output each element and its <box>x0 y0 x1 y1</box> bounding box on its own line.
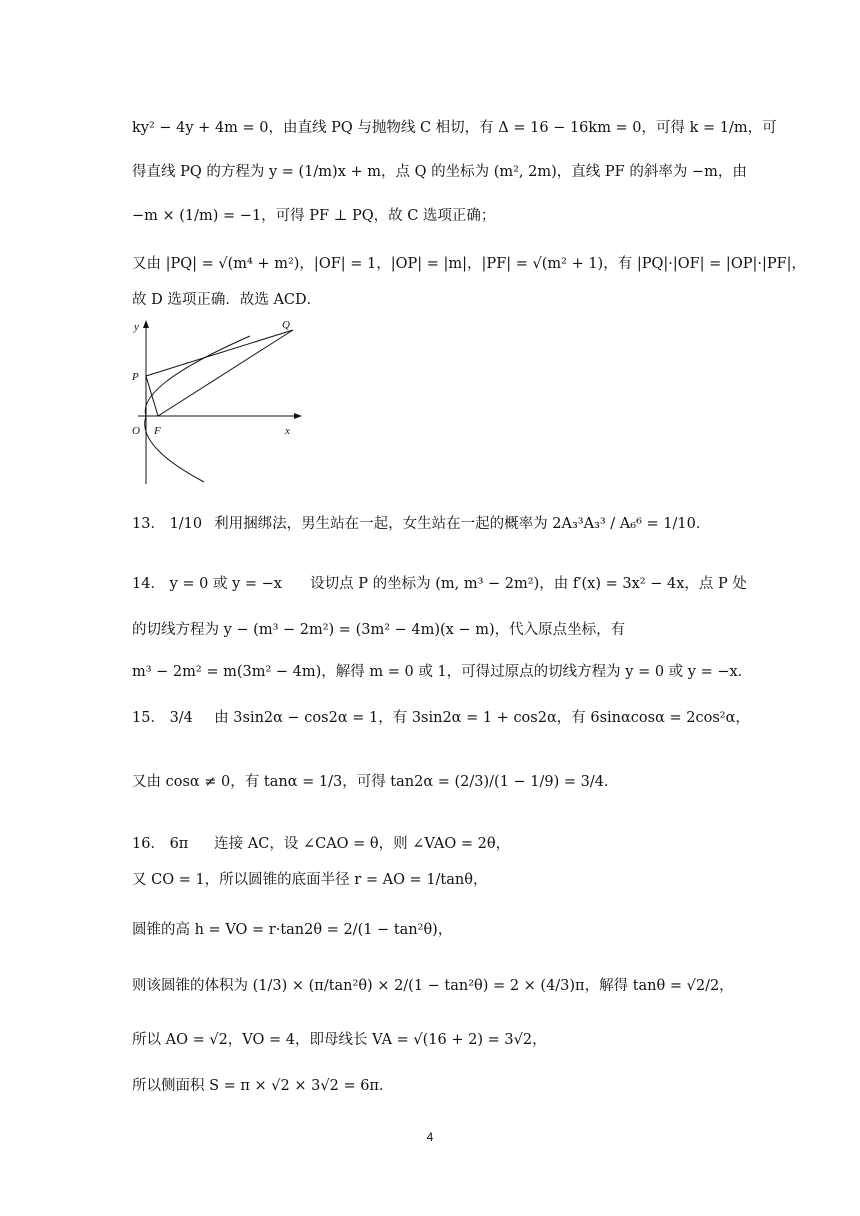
q15-line-1 <box>132 708 750 728</box>
q16-number: 16． <box>132 836 165 852</box>
p12-line-5 <box>132 290 321 310</box>
q14-text-1: 设切点 P 的坐标为 (m, m³ − 2m²)，由 f′(x) = 3x² − 4x，点 P 处 <box>310 576 747 592</box>
y-axis-arrow <box>143 320 149 328</box>
q14-text-3: m³ − 2m² = m(3m² − 4m)，解得 m = 0 或 1，可得过原点的切线方程为 y = 0 或 y = −x． <box>132 664 753 680</box>
q13-number: 13． <box>132 516 165 532</box>
label-p: P <box>132 371 139 383</box>
q16-text-1: 连接 AC，设 ∠CAO = θ，则 ∠VAO = 2θ， <box>214 836 511 852</box>
q15-answer: 3/4 <box>169 710 193 726</box>
q16-line-2 <box>132 870 487 890</box>
q14-text-2: 的切线方程为 y − (m³ − 2m²) = (3m² − 4m)(x − m)，代入原点坐标，有 <box>132 622 626 638</box>
q14-answer: y = 0 或 y = −x <box>169 576 282 592</box>
q16-line-1 <box>132 834 510 854</box>
q16-text-4: 则该圆锥的体积为 (1/3) × (π/tan²θ) × 2/(1 − tan²θ) = 2 × (4/3)π，解得 tanθ = √2/2， <box>132 978 734 994</box>
label-q: Q <box>282 319 290 331</box>
q13 <box>132 514 710 534</box>
label-o: O <box>132 425 140 437</box>
q16-text-6: 所以侧面积 S = π × √2 × 3√2 = 6π． <box>132 1078 394 1094</box>
q16-line-3 <box>132 920 452 940</box>
q13-answer: 1/10 <box>169 516 203 532</box>
p12-line-3 <box>132 206 495 226</box>
line-PF <box>146 376 158 416</box>
text: −m × (1/m) = −1，可得 PF ⊥ PQ，故 C 选项正确； <box>132 208 496 224</box>
q14-line-3 <box>132 662 752 682</box>
q16-line-5 <box>132 1030 547 1050</box>
q16-line-4 <box>132 976 734 996</box>
page-number: 4 <box>426 1130 434 1144</box>
line-PQ <box>146 330 293 376</box>
parabola-curve <box>145 336 250 482</box>
q13-text: 利用捆绑法，男生站在一起，女生站在一起的概率为 2A₃³A₃³ / A₆⁶ = 1/10． <box>214 516 711 532</box>
text: 得直线 PQ 的方程为 y = (1/m)x + m，点 Q 的坐标为 (m², 2m)，直线 PF 的斜率为 −m，由 <box>132 164 747 180</box>
parabola-figure <box>128 316 308 486</box>
q16-text-5: 所以 AO = √2，VO = 4，即母线长 VA = √(16 + 2) = 3√2， <box>132 1032 547 1048</box>
label-f: F <box>154 425 161 437</box>
text: 又由 |PQ| = √(m⁴ + m²)，|OF| = 1，|OP| = |m|，|PF| = √(m² + 1)，有 |PQ|·|OF| = |OP|·|PF|， <box>132 256 807 272</box>
q16-text-3: 圆锥的高 h = VO = r·tan2θ = 2/(1 − tan²θ)， <box>132 922 453 938</box>
q16-text-2: 又 CO = 1，所以圆锥的底面半径 r = AO = 1/tanθ， <box>132 872 488 888</box>
q16-line-6 <box>132 1076 393 1096</box>
text: 故 D 选项正确．故选 ACD． <box>132 292 322 308</box>
q14-line-2 <box>132 620 625 640</box>
x-axis-arrow <box>294 413 302 419</box>
text: ky² − 4y + 4m = 0，由直线 PQ 与抛物线 C 相切，有 Δ = 16 − 16km = 0，可得 k = 1/m，可 <box>132 120 777 136</box>
q14-number: 14． <box>132 576 165 592</box>
p12-line-2 <box>132 162 747 182</box>
label-y: y <box>134 321 139 333</box>
q15-number: 15． <box>132 710 165 726</box>
p12-line-4 <box>132 254 806 274</box>
q14-line-1 <box>132 574 747 594</box>
label-x: x <box>285 425 290 437</box>
q15-text-1: 由 3sin2α − cos2α = 1，有 3sin2α = 1 + cos2α，有 6sinαcosα = 2cos²α， <box>214 710 750 726</box>
p12-line-1 <box>132 118 777 138</box>
q15-text-2: 又由 cosα ≠ 0，有 tanα = 1/3，可得 tan2α = (2/3)/(1 − 1/9) = 3/4． <box>132 774 619 790</box>
q15-line-2 <box>132 772 619 792</box>
q16-answer: 6π <box>169 836 189 852</box>
